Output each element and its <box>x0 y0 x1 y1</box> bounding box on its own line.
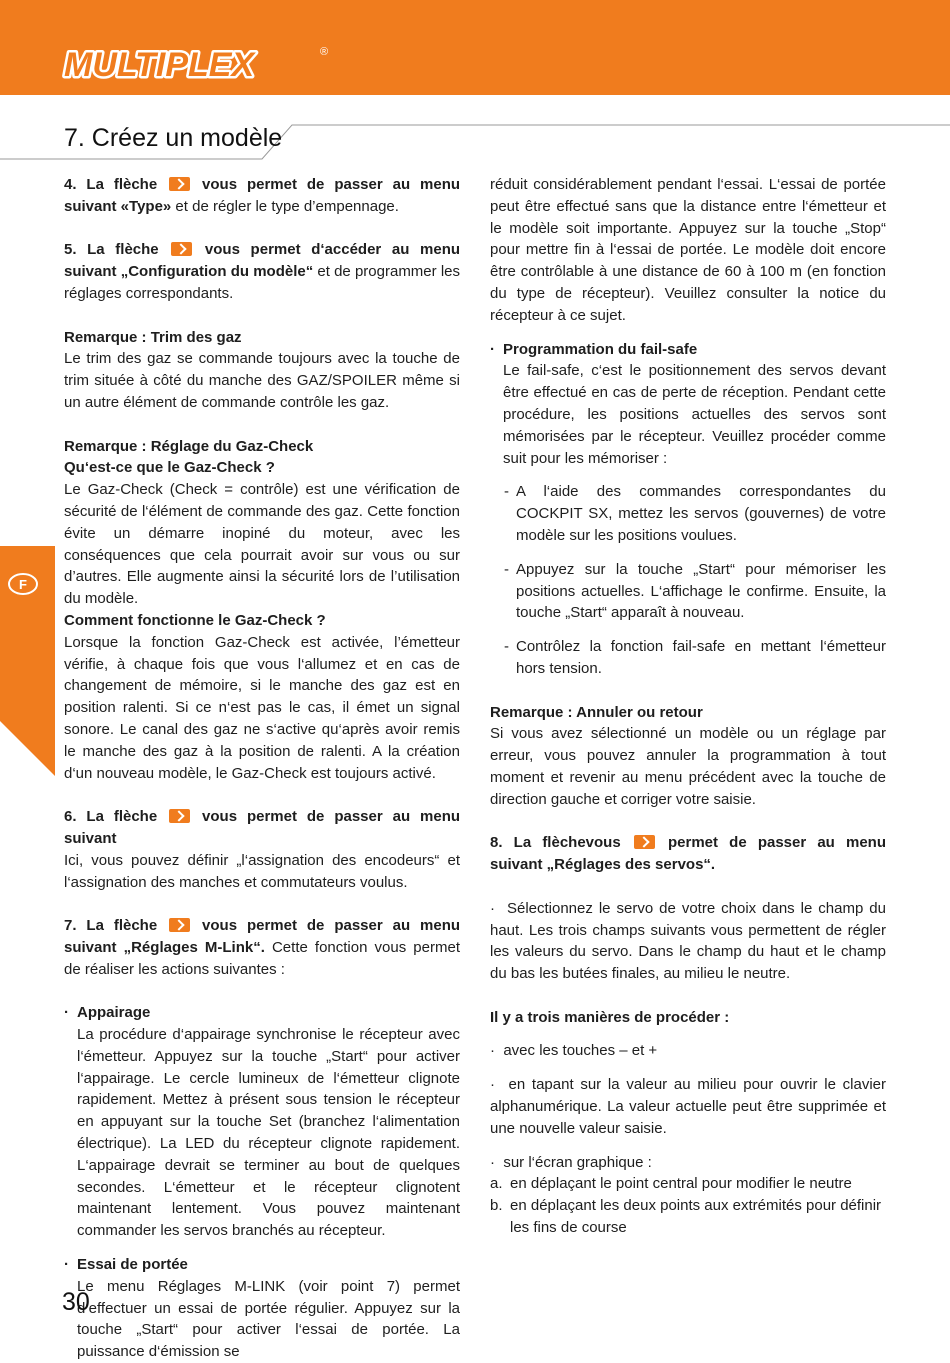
bullet-marker: · <box>64 1256 69 1274</box>
gaz-check-question: Qu‘est-ce que le Gaz-Check ? <box>64 459 275 477</box>
note-throttle-trim-body: Le trim des gaz se commande toujours avec la touche de trim située à côté du manche des GAZ/SPOILER même si un autre élément de commande contrôle les gaz. <box>64 350 460 411</box>
failsafe-body: Le fail-safe, c‘est le positionnement des servos devant être effectué en cas de perte de réception. Pendant cette procédure, les positions actuelles des servos sont mémorisées par le récepteur. Veuillez procéder comme suit pour les mémoriser : <box>503 362 886 467</box>
note-throttle-trim-heading: Remarque : Trim des gaz <box>64 328 242 346</box>
step-6-bold: vous permet de passer au menu suivant <box>64 808 461 847</box>
page-number: 30 <box>62 1288 90 1316</box>
multiplex-logo <box>62 42 330 82</box>
failsafe-step-3: - Contrôlez la fonction fail-safe en mettant l‘émetteur hors tension. <box>504 638 886 677</box>
range-test-body: Le menu Réglages M-LINK (voir point 7) permet d‘effectuer un essai de portée régulier. Appuyez sur la touche „Start“ pour activer l‘essai de portée. La puissance d‘émission se <box>77 1277 460 1361</box>
language-label: F <box>19 577 27 592</box>
section-title: 7. Créez un modèle <box>64 124 283 152</box>
note-cancel-body: Si vous avez sélectionné un modèle ou un réglage par erreur, vous pouvez annuler la programmation à tout moment et revenir au menu précédent avec la touche de direction gauche et corriger votre saisie. <box>490 725 886 808</box>
failsafe-heading: · Programmation du fail-safe <box>490 339 886 361</box>
step-7-text: Cette fonction vous permet de réaliser les actions suivantes : <box>64 938 460 978</box>
range-test-continued: réduit considérablement pendant l‘essai. L‘essai de portée peut être effectué sans que la distance entre l‘émetteur et le modèle soit importante. Appuyez sur la touche „Stop“ pour mettre fin à l‘essai de portée. Le modèle doit encore être contrôlable à une distance de 60 à 100 m (en fonction du type de récepteur). Veuillez consulter la notice du récepteur à ce sujet. <box>490 176 886 324</box>
brand-name: MULTIPLEX <box>64 46 255 82</box>
step-7-lead: 7. La flèche <box>64 917 158 935</box>
bullet-marker: · <box>64 1004 69 1022</box>
step-7-bold: vous permet de passer au menu suivant „Réglages M-Link“. <box>64 917 461 956</box>
note-gaz-check-heading: Remarque : Réglage du Gaz-Check <box>64 437 314 455</box>
bullet-marker: · <box>490 340 495 358</box>
step-5-bold: vous permet d‘accéder au menu suivant „Configuration du modèle“ <box>64 241 461 281</box>
step-7 <box>64 915 460 980</box>
chevron-right-icon <box>169 918 190 932</box>
step-5-lead: 5. La flèche <box>64 241 159 259</box>
gaz-check-body: Le Gaz-Check (Check = contrôle) est une vérification de sécurité de l‘élément de commande des gaz. Cette fonction évite un démarre inopiné du moteur, avec les conséquences que cela pourrait avoir sur vous ou sur d’autres. Elle augmente ainsi la sécurité lors de l’utilisation du modèle. <box>64 481 460 608</box>
step-6-lead: 6. La flèche <box>64 808 158 826</box>
step-8-lead: 8. La flèchevous <box>490 834 621 852</box>
language-side-tab <box>0 546 55 776</box>
appairage-heading: · Appairage <box>64 1002 460 1024</box>
note-cancel-heading: Remarque : Annuler ou retour <box>490 703 703 721</box>
method-3: · sur l‘écran graphique : <box>490 1153 652 1171</box>
method-3-b: b. en déplaçant les deux points aux extrémités pour définir les fins de course <box>490 1197 882 1237</box>
three-ways-heading: Il y a trois manières de procéder : <box>490 1008 730 1026</box>
header-bar <box>0 0 950 95</box>
step-5-text: et de programmer les réglages correspondants. <box>64 263 460 302</box>
step-5 <box>64 239 460 304</box>
method-3-a: a. en déplaçant le point central pour modifier le neutre <box>490 1175 852 1193</box>
failsafe-step-1: - A l‘aide des commandes correspondantes du COCKPIT SX, mettez les servos (gouvernes) de votre modèle sur les positions voulues. <box>504 483 886 544</box>
failsafe-step-2: - Appuyez sur la touche „Start“ pour mémoriser les positions actuelles. L‘affichage le confirme. Ensuite, la touche „Start“ apparaît à nouveau. <box>504 560 886 622</box>
left-column <box>64 174 460 1363</box>
chevron-right-icon <box>634 835 655 849</box>
step-6-text: Ici, vous pouvez définir „l‘assignation des encodeurs“ et l‘assignation des manches et commutateurs voulus. <box>64 851 460 891</box>
step-4-bold: vous permet de passer au menu suivant «Type» <box>64 176 461 215</box>
chevron-right-icon <box>171 242 192 256</box>
step-4-lead: 4. La flèche <box>64 176 158 193</box>
gaz-check-how-heading: Comment fonctionne le Gaz-Check ? <box>64 611 326 629</box>
step-4-text: et de régler le type d’empennage. <box>171 197 399 215</box>
chevron-right-icon <box>169 177 190 191</box>
chevron-right-icon <box>169 809 190 823</box>
right-column <box>490 174 886 1239</box>
step-8 <box>490 832 886 876</box>
step-8-bold: permet de passer au menu suivant „Réglages des servos“. <box>490 834 887 874</box>
appairage-body: La procédure d‘appairage synchronise le récepteur avec l‘émetteur. Appuyez sur la touche „Start“ pour activer l‘appairage. Le cercle lumineux de l‘émetteur clignote rapidement. Mettez à présent sous tension le récepteur en appuyant sur la touche Set (branchez l‘alimentation électrique). La LED du récepteur clignote rapidement. L‘appairage devrait se terminer au bout de quelques secondes. L‘émetteur et le récepteur clignotent maintenant lentement. Vous pouvez maintenant commander les servos branchés au récepteur. <box>77 1026 460 1240</box>
gaz-check-how-body: Lorsque la fonction Gaz-Check est activée, l’émetteur vérifie, à chaque fois que vous l‘allumez et en cas de changement de mémoire, si le manche des gaz est en position ralenti. Si ce n‘est pas le cas, il émet un signal sonore. Le canal des gaz ne s‘active qu‘après avoir remis le manche des gaz à la position de ralenti. A la création d‘un nouveau modèle, le Gaz-Check est toujours activé. <box>64 633 460 782</box>
registered-mark: ® <box>320 46 329 58</box>
method-1: · avec les touches – et + <box>490 1042 658 1060</box>
range-test-heading: · Essai de portée <box>64 1254 460 1276</box>
servo-select-text: · Sélectionnez le servo de votre choix dans le champ du haut. Les trois champs suivants vous permettent de régler les valeurs du servo. Dans le champ du haut et le champ du bas les butées finales, au milieu le neutre. <box>490 899 886 983</box>
method-2: · en tapant sur la valeur au milieu pour ouvrir le clavier alphanumérique. La valeur actuelle peut être supprimée et une nouvelle valeur saisie. <box>490 1076 887 1137</box>
step-4 <box>64 174 460 218</box>
step-6 <box>64 806 460 850</box>
